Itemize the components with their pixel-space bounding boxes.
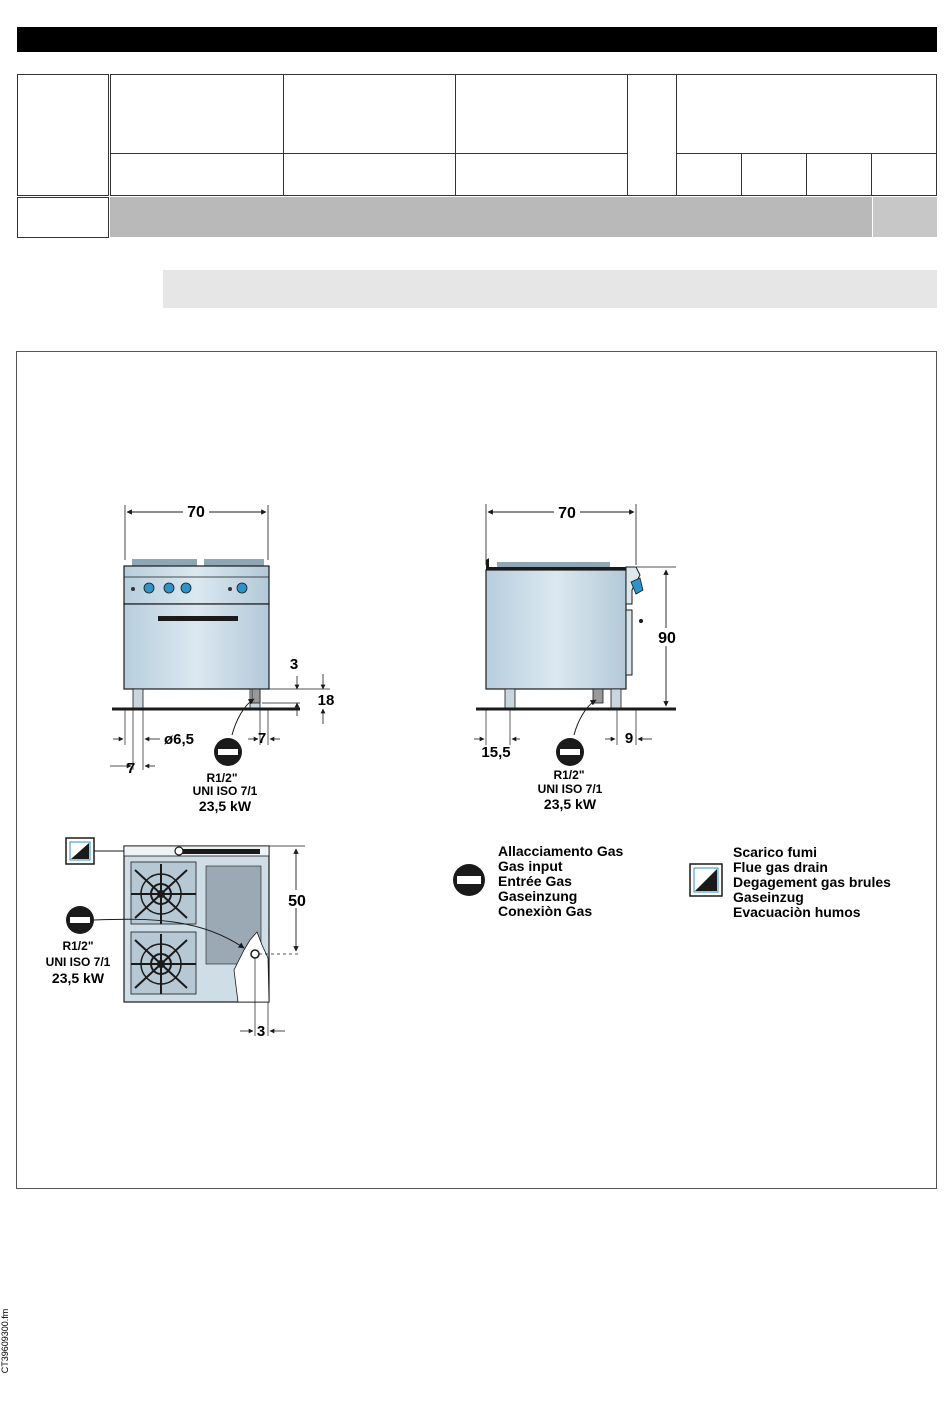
- side-gas-label-1: R1/2": [553, 768, 585, 782]
- legend-flue-line: Evacuaciòn humos: [733, 904, 861, 920]
- front-foot-diameter: ø6,5: [163, 731, 195, 748]
- legend-gas-line: Entrée Gas: [498, 873, 572, 889]
- side-dim-9: 9: [624, 730, 634, 747]
- burner-icon: [131, 862, 196, 924]
- top-view: [46, 838, 309, 1040]
- legend-gas-line: Gas input: [498, 858, 563, 874]
- burner-icon: [131, 932, 196, 994]
- legend-flue: [690, 844, 891, 920]
- knob-icon: [144, 583, 154, 593]
- knob-icon: [181, 583, 191, 593]
- front-dim-18: 18: [317, 692, 335, 709]
- top-gas-label-3: 23,5 kW: [51, 970, 105, 986]
- file-code: CT39609300.fm: [0, 1308, 10, 1374]
- front-dim-7-right: 7: [257, 730, 267, 747]
- side-gas-label-3: 23,5 kW: [543, 796, 597, 812]
- side-width-label: 70: [558, 505, 576, 522]
- front-gas-label-1: R1/2": [206, 771, 238, 785]
- oven-handle: [158, 616, 238, 621]
- front-width-label: 70: [187, 504, 205, 521]
- legend-gas-line: Allacciamento Gas: [498, 843, 624, 859]
- legend-gas-line: Gaseinzung: [498, 888, 578, 904]
- legend-gas: [453, 843, 623, 919]
- side-height-label: 90: [658, 630, 676, 647]
- legend-flue-line: Scarico fumi: [733, 844, 818, 860]
- side-gas-label-2: UNI ISO 7/1: [537, 782, 603, 796]
- legend-flue-line: Flue gas drain: [733, 859, 828, 875]
- front-dim-3: 3: [289, 656, 299, 673]
- top-gas-label-2: UNI ISO 7/1: [45, 955, 111, 969]
- top-gas-label-1: R1/2": [62, 939, 94, 953]
- side-dim-15-5: 15,5: [481, 744, 511, 761]
- front-dim-7-left: 7: [126, 760, 136, 777]
- legend-gas-line: Conexiòn Gas: [498, 903, 593, 919]
- top-depth-label: 50: [288, 893, 306, 910]
- front-view: [110, 502, 334, 814]
- knob-icon: [164, 583, 174, 593]
- front-gas-label-3: 23,5 kW: [198, 798, 252, 814]
- top-dim-3: 3: [256, 1023, 266, 1040]
- front-gas-label-2: UNI ISO 7/1: [192, 784, 258, 798]
- legend-flue-line: Gaseinzug: [733, 889, 804, 905]
- side-view: [474, 502, 679, 812]
- knob-icon: [237, 583, 247, 593]
- legend-flue-line: Degagement gas brules: [733, 874, 891, 890]
